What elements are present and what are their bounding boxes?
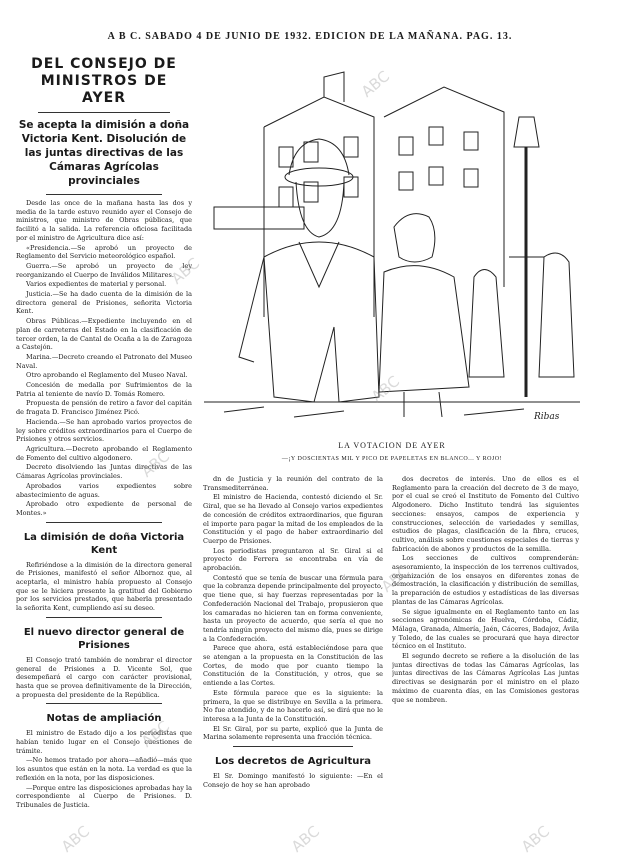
paragraph: Otro aprobando el Reglamento del Museo Naval.	[26, 371, 188, 380]
paragraph: El Sr. Giral, por su parte, explicó que la Junta de Marina solamente representa una fracción técnica.	[203, 724, 383, 742]
paragraph: Los periodistas preguntaron al Sr. Giral si el proyecto de Ferrera se encontraba en vía de aprobación.	[203, 546, 383, 573]
paragraph: —Porque entre las disposiciones aprobadas hay la correspondiente al Cuerpo de Prisiones. D. Tribunales de Justicia.	[16, 783, 192, 809]
column-3	[392, 475, 579, 860]
cartoon-caption: LA VOTACION DE AYER	[338, 441, 446, 450]
paragraph: El ministro de Estado dijo a los periodistas que habían tenido lugar en el Consejo cuestiones de trámite.	[16, 729, 192, 755]
paragraph: Desde las once de la mañana hasta las dos y media de la tarde estuvo reunido ayer el Consejo de ministros, que ministro de Obras públicas, que facilitó a la salida. La referencia oficiosa facilitada por el ministro de Agricultura dice así:	[16, 199, 192, 242]
subtitle-divider	[46, 194, 162, 195]
paragraph: —No hemos tratado por ahora—añadió—más que los asuntos que están en la nota. La verdad es que la reflexión en la nota, por las disposiciones.	[16, 756, 192, 782]
watermark: ABC	[517, 822, 553, 856]
cartoon-subcaption: —¡Y DOSCIENTAS MIL Y PICO DE PAPELETAS EN BLANCO... Y ROJO!	[281, 456, 503, 462]
watermark: ABC	[367, 372, 403, 406]
watermark: ABC	[357, 67, 393, 101]
watermark: ABC	[167, 254, 203, 288]
main-subtitle: Se acepta la dimisión a doña Victoria Kent. Disolución de las juntas directivas de las Cámaras Agrícolas provinciales	[18, 119, 190, 187]
watermark: ABC	[137, 447, 173, 481]
paragraph: Propuesta de pensión de retiro a favor del capitán de fragata D. Francisco Jiménez Picó.	[16, 399, 192, 417]
section-divider	[233, 746, 353, 747]
director-paragraph: El Consejo trató también de nombrar el director general de Prisiones a D. Vicente Sol, que desempeñará el cargo con carácter provisional, hasta que se provea definitivamente de la Dirección, a propuesta del presidente de la República.	[16, 655, 192, 699]
paragraph: Los secciones de cultivos comprenderán: asesoramiento, la inspección de los terrenos cultivados, organización de los ensayos en diferentes zonas de demostración, la clasificación y distribución de semillas, la preparación de estudios y estadísticas de las diversas plantas de las Cámaras Agrícolas.	[392, 554, 579, 606]
paragraph: «Presidencia.—Se aprobó un proyecto de Reglamento del Servicio meteorológico español.	[16, 243, 192, 261]
watermark: ABC	[377, 562, 413, 596]
decretos-headline: Los decretos de Agricultura	[214, 756, 372, 768]
paragraph: dn de Justicia y la reunión del contrato de la Transmediterránea.	[203, 475, 383, 492]
watermark: ABC	[137, 717, 173, 751]
paragraph: Hacienda.—Se han aprobado varios proyectos de ley sobre créditos extraordinarios para el Cuerpo de Prisiones y otros servicios.	[16, 417, 192, 444]
paragraph: Agricultura.—Decreto aprobando el Reglamento de Fomento del cultivo algodonero.	[16, 444, 192, 462]
director-headline: El nuevo director general de Prisiones	[23, 626, 185, 651]
paragraph: Decreto disolviendo las Juntas directivas de las Cámaras Agrícolas provinciales.	[16, 463, 192, 481]
paragraph: Guerra.—Se aprobó un proyecto de ley reorganizando el Cuerpo de Inválidos Militares.	[16, 261, 192, 279]
paragraph: Concesión de medalla por Sufrimientos de la Patria al teniente de navío D. Tomás Romero.	[16, 381, 192, 398]
cartoon-signature: Ribas	[534, 412, 560, 422]
headline-divider	[38, 112, 170, 113]
main-headline: DEL CONSEJO DE MINISTROS DE AYER	[31, 56, 177, 106]
column-2	[203, 475, 383, 860]
paragraph: Justicia.—Se ha dado cuenta de la dimisión de la directora general de Prisiones, señorita Victoria Kent.	[16, 290, 192, 316]
paragraph: Se sigue igualmente en el Reglamento tanto en las secciones agronómicas de Huelva, Córdoba, Cádiz, Málaga, Granada, Almería, Jaén, Cáceres, Badajoz, Ávila y Toledo, de las cuales se procurará que haya director técnico en el Instituto.	[392, 607, 579, 651]
section-divider	[46, 522, 162, 523]
notas-headline: Notas de ampliación	[46, 713, 162, 725]
paragraph: Varios expedientes de material y personal.	[26, 280, 167, 289]
paragraph: Marina.—Decreto creando el Patronato del Museo Naval.	[16, 352, 192, 370]
paragraph: Aprobado otro expediente de personal de Montes.»	[16, 500, 192, 517]
paragraph: Aprobados varios expedientes sobre abastecimiento de aguas.	[16, 481, 192, 499]
paragraph: Obras Públicas.—Expediente incluyendo en el plan de carreteras del Estado en la clasificación de tercer orden, la de Cantal de Ocaña a la de Zaragoza a Castejón.	[16, 317, 192, 352]
decretos-paragraph: El Sr. Domingo manifestó lo siguiente: —En el Consejo de hoy se han aprobado	[203, 772, 383, 789]
kent-paragraph: Refiriéndose a la dimisión de la directora general de Prisiones, manifestó el señor Albornoz que, al aceptarla, el ministro había propuesto al Consejo que se le hiciera presente la gratitud del Gobierno por los servicios prestados, que haberla presentado la señorita Kent, cumpliendo así su deseo.	[16, 560, 192, 613]
paragraph: El ministro de Hacienda, contestó diciendo el Sr. Giral, que se ha llevado al Consejo varios expedientes de concesión de créditos extraordinarios, que figuran el importe para pagar la mitad de los empleados de la Constitución y el pago de haber extraordinario del Cuerpo de Prisiones.	[203, 493, 383, 545]
watermark: ABC	[287, 822, 323, 856]
page-header: A B C. SABADO 4 DE JUNIO DE 1932. EDICION DE LA MAÑANA. PAG. 13.	[107, 31, 513, 42]
section-divider	[46, 617, 162, 618]
kent-headline: La dimisión de doña Victoria Kent	[23, 531, 185, 556]
paragraph: dos decretos de interés. Uno de ellos es el Reglamento para la creación del decreto de 3 de mayo, por el cual se creó el Instituto de Fomento del Cultivo Algodonero. Dicho Instituto tendrá las siguientes secciones: ensayos, campos de experiencia y construcciones, selección de variedades y semillas, estudios de plagas, clasificación de la fibra, cruces, cultivo, análisis sobre cuestiones especiales de tierras y fabricación de abonos y productos de la semilla.	[392, 475, 579, 553]
watermark: ABC	[57, 822, 93, 856]
paragraph: Parece que ahora, está estableciéndose para que se atengan a la propuesta en la Constitución de las Cortes, de modo que por cuanto tiempo la Constitución de la Constitución, y otros, que se entiende a las Cortes.	[203, 644, 383, 688]
paragraph: El segundo decreto se refiere a la disolución de las juntas directivas de todas las Cámaras Agrícolas, las juntas directivas de las Cámaras Agrícolas Las juntas directivas se designarán por el ministro en el plazo máximo de cuarenta días, en las Comisiones gestoras que se nombren.	[392, 652, 579, 704]
section-divider	[46, 703, 162, 704]
council-report	[16, 199, 192, 518]
paragraph: Contestó que se tenía de buscar una fórmula para que la cobranza depende principalmente del proyecto, que tiene que, si hay fuerzas representadas por la Confederación Nacional del Trabajo, propusieron que los camaradas no hicieren tan en forma conveniente, hasta un proyecto de acuerdo, que sería el que no tendría ningún proyecto del mismo día, pues se dirige a la Confederación.	[203, 573, 383, 643]
paragraph: Este fórmula parece que es la siguiente: la primera, la que se distribuye en Sevilla a la primera. No fue atendido, y de no hacerlo así, se dirá que no le interesa a la Junta de la Constitución.	[203, 688, 383, 723]
